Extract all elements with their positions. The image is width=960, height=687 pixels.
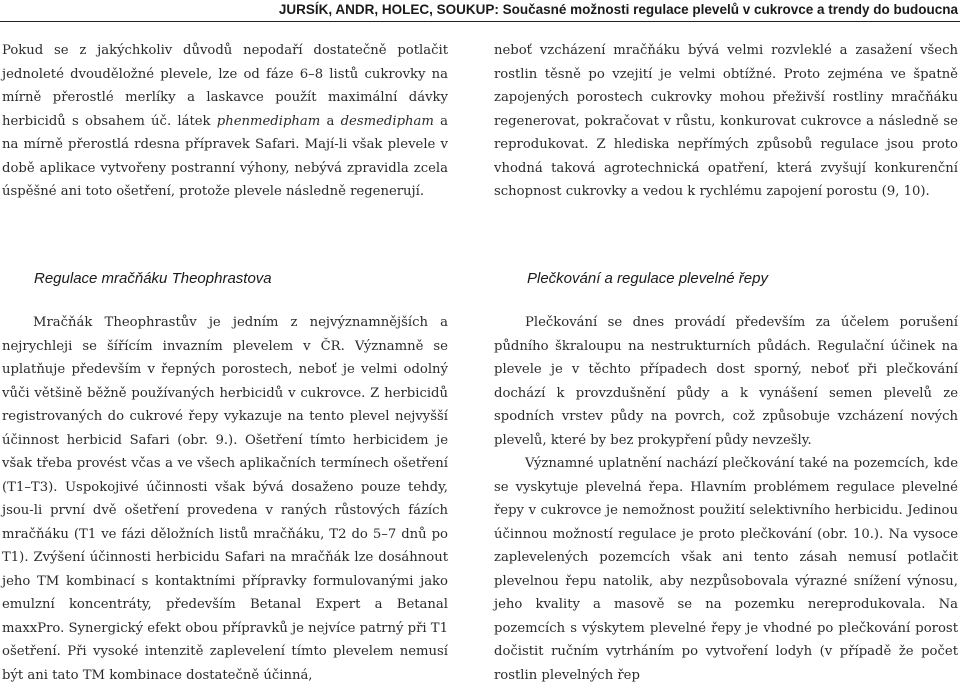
paragraph: Významné uplatnění nachází plečkování také na pozemcích, kde se vyskytuje plevelná řepa. Hlavním problémem regulace plevelné řepy v cukrovce je nemožnost použití selektivního herbicidu. Jedinou účinnou možností regulace je proto plečkování (obr. 10.). Na vysoce zaplevelených pozemcích však ani tento zásah nemusí potlačit plevelnou řepu natolik, aby nezpůsobovala výrazné snížení výnosu, jeho kvality a masově se na pozemku nereprodukovala. Na pozemcích s výskytem plevelné řepy je vhodné po plečkování porost dočistit ručním vytrháním po vytvoření lodyh (v případě že počet rostlin plevelných řep — [494, 456, 958, 683]
section-heading-mracnak: Regulace mračňáku Theophrastova — [34, 270, 272, 287]
section-heading-pleckovani: Plečkování a regulace plevelné řepy — [527, 270, 768, 287]
running-head: JURSÍK, ANDR, HOLEC, SOUKUP: Současné možnosti regulace plevelů v cukrovce a trendy do budoucna — [278, 2, 958, 17]
paragraph: neboť vzcházení mračňáku bývá velmi rozvleklé a zasažení všech rostlin těsně po vzejití je velmi obtížné. Proto zejména ve špatně zapojených porostech cukrovky mohou přeživší rostliny mračňáku regenerovat, pokračovat v růstu, konkurovat cukrovce a následně se reprodukovat. Z hlediska nepřímých způsobů regulace jsou proto vhodná taková agrotechnická opatření, která zvyšují konkurenční schopnost cukrovky a vedou k rychlému zapojení porostu (9, 10). — [494, 43, 958, 199]
text-run: a na mírně přerostlá rdesna přípravek Safari. Mají-li však plevele v době aplikace vytvořeny postranní výhony, nebývá zpravidla zcela úspěšné ani toto ošetření, protože plevele následně regenerují. — [2, 113, 448, 199]
text-run: a — [320, 113, 341, 129]
left-column-top — [2, 39, 448, 204]
chemical-name: phenmedipham — [216, 113, 321, 129]
chemical-name: desmedipham — [340, 113, 434, 129]
text-run: Pokud se z jakýchkoliv důvodů nepodaří dostatečně potlačit jednoleté dvouděložné plevele, lze od fáze 6–8 listů cukrovky na mírně přerostlé merlíky a laskavce použít maximální dávky herbicidů s obsahem úč. látek — [2, 43, 448, 129]
paragraph: Mračňák Theophrastův je jedním z nejvýznamnějších a nejrychleji se šířícím invazním plevelem v ČR. Významně se uplatňuje především v řepných porostech, neboť je velmi odolný vůči většině běžně používaných herbicidů v cukrovce. Z herbicidů registrovaných do cukrové řepy vykazuje na tento plevel nejvyšší účinnost herbicid Safari (obr. 9.). Ošetření tímto herbicidem je však třeba provést včas a ve všech aplikačních termínech ošetření (T1–T3). Uspokojivé účinnosti však bývá dosaženo pouze tehdy, jsou-li první dvě ošetření provedena v raných růstových fázích mračňáku (T1 ve fázi děložních listů mračňáku, T2 do 5–7 dnů po T1). Zvýšení účinnosti herbicidu Safari na mračňák lze dosáhnout jeho TM kombinací s kontaktními přípravky formulovanými jako emulzní koncentráty, především Betanal Expert a Betanal maxxPro. Synergický efekt obou přípravků je nejvíce patrný při T1 ošetření. Při vysoké intenzitě zaplevelení tímto plevelem nemusí být ani tato TM kombinace dostatečně účinná, — [2, 315, 448, 683]
left-column-bottom — [2, 311, 448, 687]
paragraph: Plečkování se dnes provádí především za účelem porušení půdního škraloupu na nestrukturních půdách. Regulační účinek na plevele je v těchto případech dost sporný, neboť při plečkování dochází k provzdušnění půdy a k vynášení semen plevelů ze spodních vrstev půdy na povrch, což způsobuje vzcházení nových plevelů, které by bez prokypření půdy nevzešly. — [494, 315, 958, 448]
right-column-top — [494, 39, 958, 204]
header-rule — [0, 21, 960, 22]
right-column-bottom — [494, 311, 958, 687]
paragraph — [2, 39, 448, 204]
